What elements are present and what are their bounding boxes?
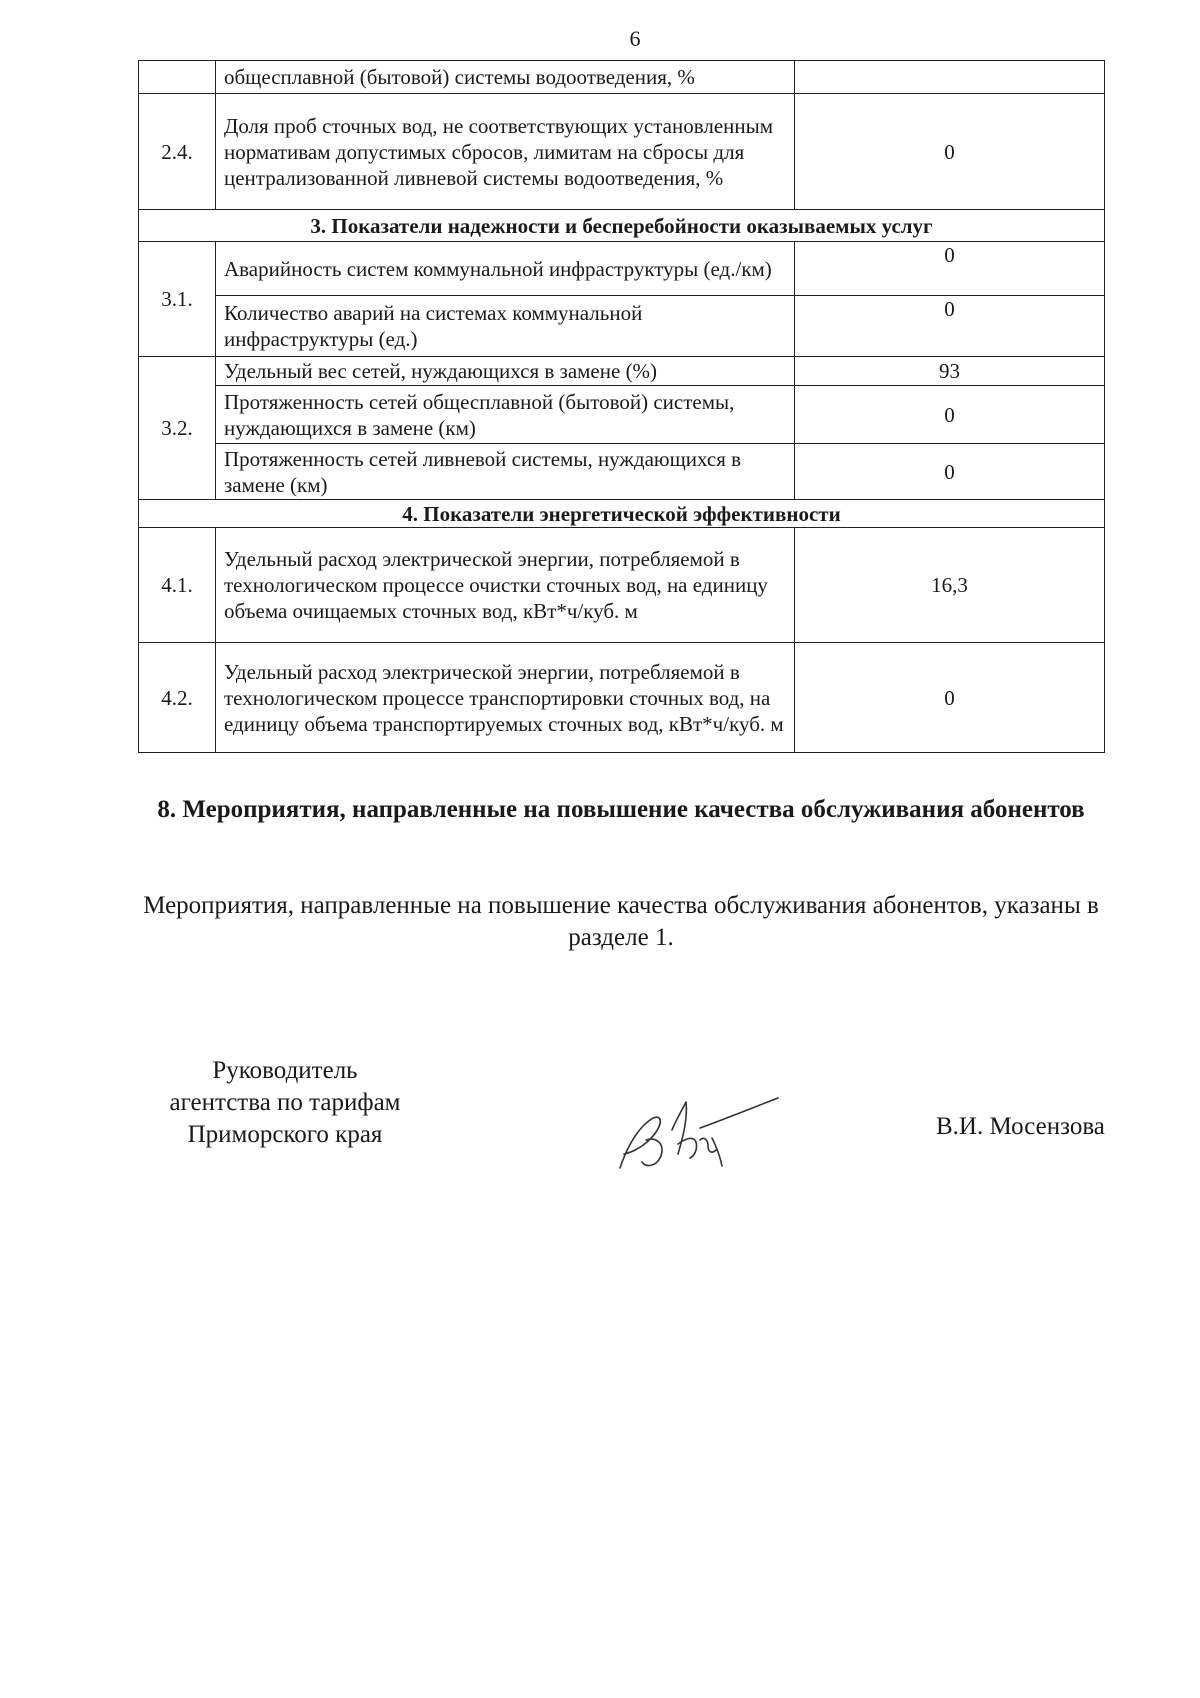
row-number: 4.2. [139, 643, 216, 753]
table-row [139, 296, 1105, 357]
page-number: 6 [629, 26, 641, 51]
signatory-title [140, 1055, 430, 1151]
row-description: Аварийность систем коммунальной инфраструктуры (ед./км) [216, 242, 795, 296]
table-row [139, 643, 1105, 753]
row-description: Удельный вес сетей, нуждающихся в замене (%) [216, 357, 795, 386]
table-row [139, 528, 1105, 643]
row-value: 16,3 [795, 528, 1105, 643]
row-value [795, 61, 1105, 94]
row-description: Протяженность сетей ливневой системы, нуждающихся в замене (км) [216, 444, 795, 500]
section-title: 3. Показатели надежности и бесперебойности оказываемых услуг [139, 210, 1105, 242]
section-title: 4. Показатели энергетической эффективности [139, 500, 1105, 528]
table-row [139, 357, 1105, 386]
section-8-heading: 8. Мероприятия, направленные на повышение качества обслуживания абонентов [157, 796, 1085, 823]
table-row [139, 386, 1105, 444]
row-number-cell [139, 61, 216, 94]
table-row [139, 444, 1105, 500]
table-row [139, 94, 1105, 210]
signatory-name: В.И. Мосензова [936, 1113, 1105, 1140]
table-row [139, 61, 1105, 94]
signatory-title-line: Руководитель [212, 1057, 358, 1084]
row-description: Количество аварий на системах коммунальной инфраструктуры (ед.) [216, 296, 795, 357]
row-value: 0 [795, 643, 1105, 753]
handwritten-signature [612, 1080, 782, 1180]
row-number: 3.1. [139, 242, 216, 357]
row-description: Протяженность сетей общесплавной (бытовой) системы, нуждающихся в замене (км) [216, 386, 795, 444]
table-row [139, 242, 1105, 296]
row-value: 0 [795, 242, 1105, 296]
section-8-paragraph: Мероприятия, направленные на повышение качества обслуживания абонентов, указаны в разделе 1. [143, 892, 1099, 951]
row-value: 0 [795, 94, 1105, 210]
section-header-row [139, 500, 1105, 528]
row-value: 0 [795, 296, 1105, 357]
row-description: Удельный расход электрической энергии, потребляемой в технологическом процессе транспортировки сточных вод, на единицу объема транспортируемых сточных вод, кВт*ч/куб. м [216, 643, 795, 753]
row-value: 0 [795, 444, 1105, 500]
row-number: 2.4. [139, 94, 216, 210]
row-description: общесплавной (бытовой) системы водоотведения, % [216, 61, 795, 94]
row-number: 3.2. [139, 357, 216, 500]
row-description: Удельный расход электрической энергии, потребляемой в технологическом процессе очистки сточных вод, на единицу объема очищаемых сточных вод, кВт*ч/куб. м [216, 528, 795, 643]
signatory-title-line: агентства по тарифам [169, 1089, 401, 1116]
indicators-table [138, 60, 1105, 753]
row-value: 93 [795, 357, 1105, 386]
section-header-row [139, 210, 1105, 242]
signatory-title-line: Приморского края [187, 1121, 383, 1148]
row-number: 4.1. [139, 528, 216, 643]
row-description: Доля проб сточных вод, не соответствующих установленным нормативам допустимых сбросов, лимитам на сбросы для централизованной ливневой системы водоотведения, % [216, 94, 795, 210]
row-value: 0 [795, 386, 1105, 444]
